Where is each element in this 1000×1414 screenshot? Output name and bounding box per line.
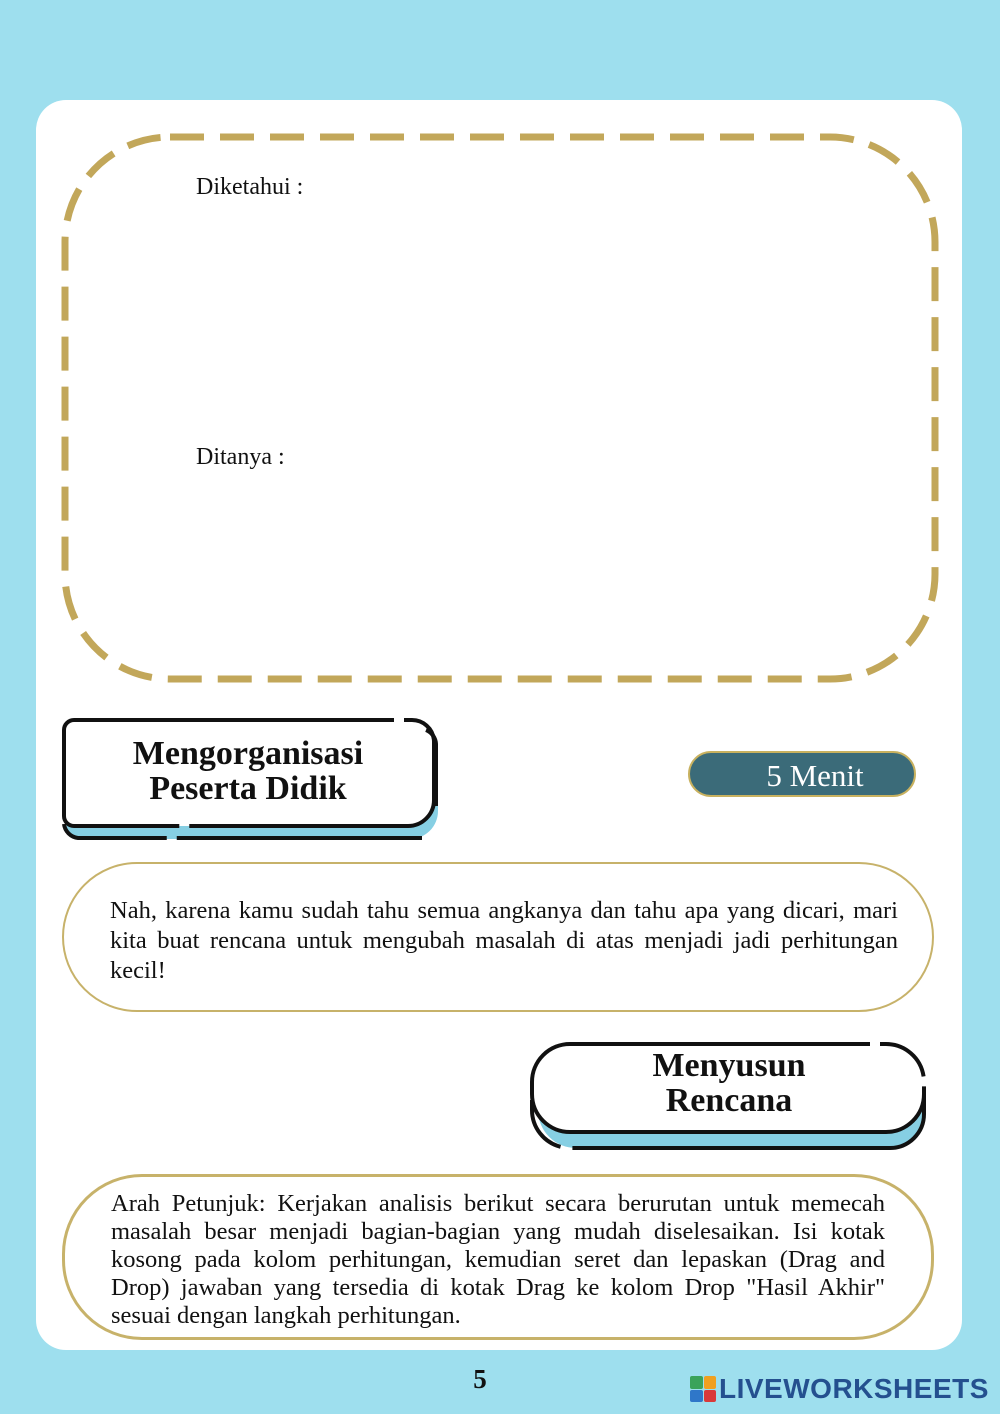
organize-info-text: Nah, karena kamu sudah tahu semua angkanya dan tahu apa yang dicari, mari kita buat rencana untuk mengubah masalah di atas menjadi jadi perhitungan kecil! bbox=[110, 897, 898, 984]
plan-title-line2: Rencana bbox=[665, 1082, 793, 1119]
organize-info-box bbox=[62, 862, 934, 1012]
plan-instruction-box bbox=[62, 1174, 934, 1340]
plan-heading bbox=[528, 1040, 930, 1152]
brand-name: LIVEWORKSHEETS bbox=[719, 1373, 989, 1404]
known-answer-area[interactable] bbox=[196, 210, 896, 420]
brand-logo[interactable] bbox=[690, 1372, 989, 1406]
plan-heading-title bbox=[528, 1048, 930, 1118]
plan-title-line1: Menyusun bbox=[652, 1047, 806, 1084]
page-number: 5 bbox=[473, 1364, 487, 1394]
asked-answer-area[interactable] bbox=[196, 480, 896, 650]
organize-title-line2: Peserta Didik bbox=[149, 770, 347, 807]
organize-heading-title bbox=[60, 736, 436, 806]
organize-heading bbox=[60, 716, 442, 844]
known-label: Diketahui : bbox=[196, 174, 304, 200]
timer-badge: 5 Menit bbox=[688, 751, 916, 797]
organize-title-line1: Mengorganisasi bbox=[132, 735, 364, 772]
asked-label: Ditanya : bbox=[196, 444, 285, 470]
liveworksheets-logo-icon bbox=[690, 1376, 716, 1402]
plan-instruction-text: Arah Petunjuk: Kerjakan analisis berikut secara berurutan untuk memecah masalah besar menjadi bagian-bagian yang mudah diselesaikan. Isi kotak kosong pada kolom perhitungan, kemudian seret dan lepaskan (Drag and Drop) jawaban yang tersedia di kotak Drag ke kolom Drop "Hasil Akhir" sesuai dengan langkah perhitungan. bbox=[111, 1190, 885, 1329]
